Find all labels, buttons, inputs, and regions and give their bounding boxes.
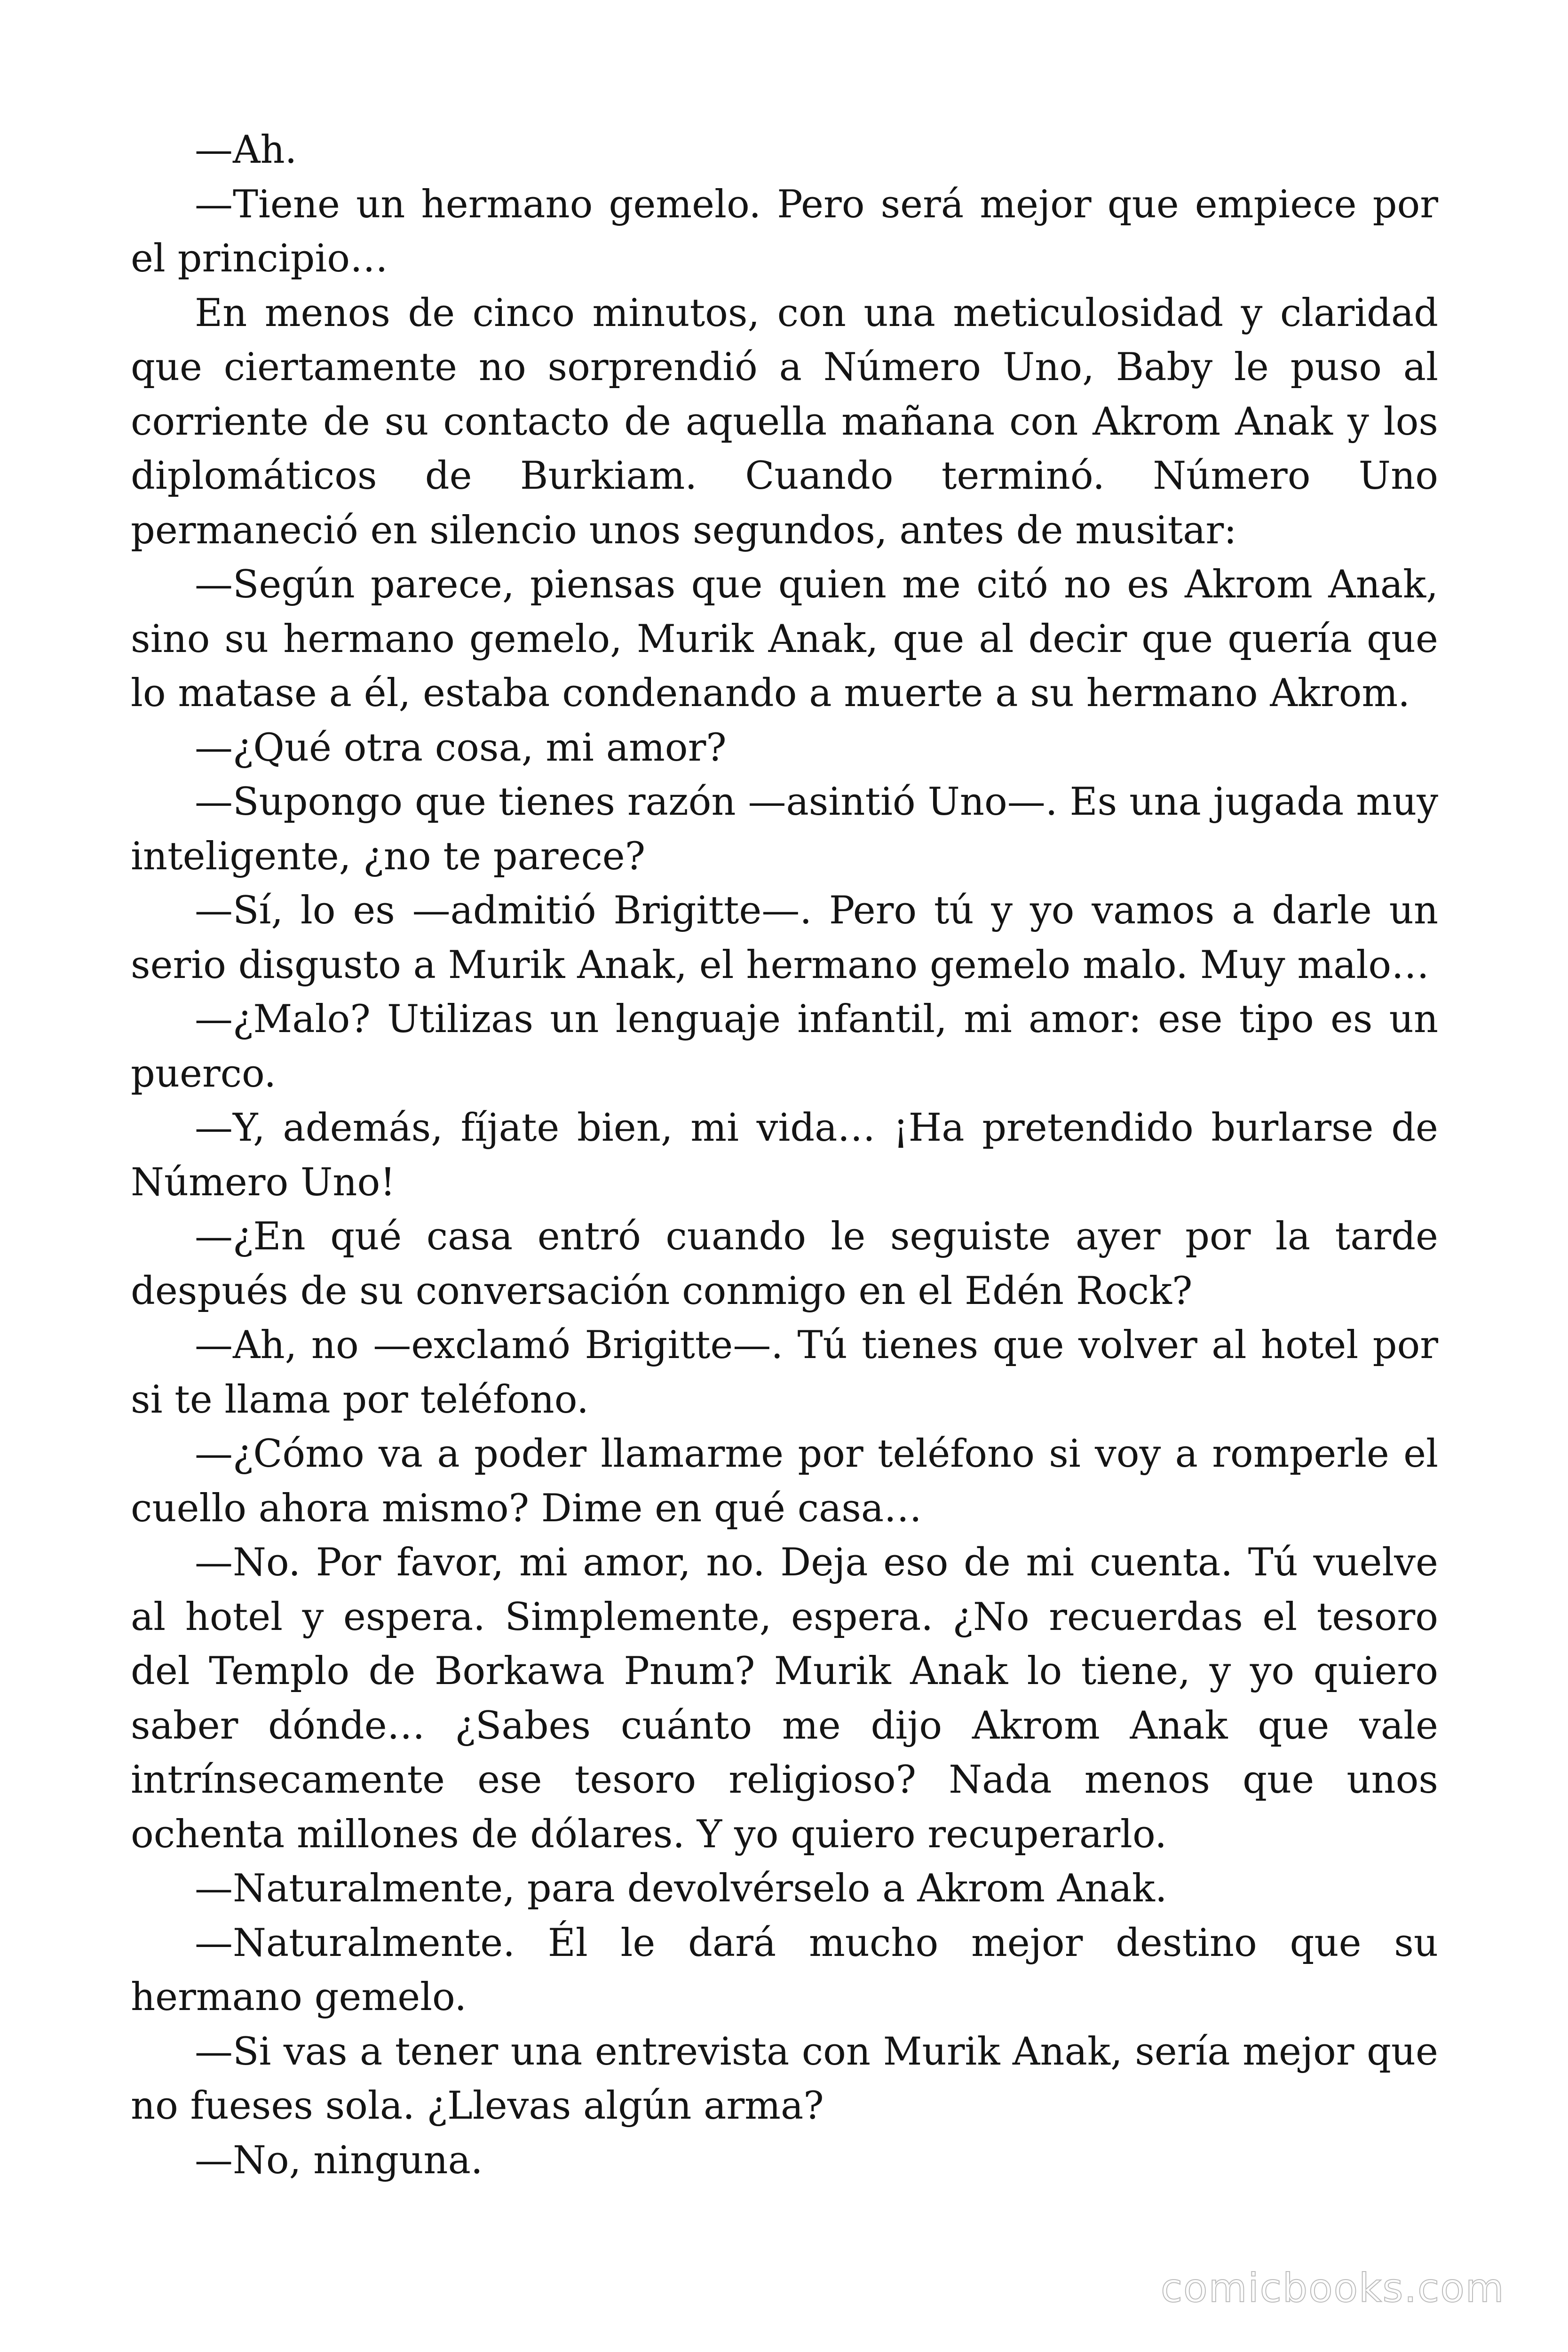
paragraph: —Naturalmente, para devolvérselo a Akrom Anak.: [195, 1867, 1167, 1911]
paragraph: —Ah.: [195, 128, 297, 172]
paragraph: —Y, además, fíjate bien, mi vida… ¡Ha pretendido burlarse de Número Uno!: [131, 1106, 1438, 1205]
paragraph: —Supongo que tienes razón —asintió Uno—. Es una jugada muy inteligente, ¿no te parece?: [131, 780, 1438, 879]
paragraph: —No. Por favor, mi amor, no. Deja eso de mi cuenta. Tú vuelve al hotel y espera. Simplemente, espera. ¿No recuerdas el tesoro del Templo de Borkawa Pnum? Murik Anak lo tiene, y yo quiero saber dónde… ¿Sabes cuánto me dijo Akrom Anak que vale intrínsecamente ese tesoro religioso? Nada menos que unos ochenta millones de dólares. Y yo quiero recuperarlo.: [131, 1541, 1438, 1857]
paragraph: —Ah, no —exclamó Brigitte—. Tú tienes que volver al hotel por si te llama por teléfono.: [131, 1323, 1438, 1422]
paragraph: En menos de cinco minutos, con una meticulosidad y claridad que ciertamente no sorprendió a Número Uno, Baby le puso al corriente de su contacto de aquella mañana con Akrom Anak y los diplomáticos de Burkiam. Cuando terminó. Número Uno permaneció en silencio unos segundos, antes de musitar:: [131, 291, 1438, 553]
paragraph: —¿Malo? Utilizas un lenguaje infantil, mi amor: ese tipo es un puerco.: [131, 997, 1438, 1096]
paragraph: —No, ninguna.: [195, 2138, 483, 2183]
paragraph: —Según parece, piensas que quien me citó no es Akrom Anak, sino su hermano gemelo, Murik Anak, que al decir que quería que lo matase a él, estaba condenando a muerte a su hermano Akrom.: [131, 563, 1438, 715]
book-page-text: [131, 123, 1438, 2188]
watermark: comicbooks.com: [1161, 2265, 1505, 2311]
paragraph: —Si vas a tener una entrevista con Murik Anak, sería mejor que no fueses sola. ¿Llevas algún arma?: [131, 2029, 1438, 2128]
paragraph: —¿En qué casa entró cuando le seguiste ayer por la tarde después de su conversación conmigo en el Edén Rock?: [131, 1215, 1438, 1313]
paragraph: —Tiene un hermano gemelo. Pero será mejor que empiece por el principio…: [131, 182, 1438, 281]
paragraph: —Sí, lo es —admitió Brigitte—. Pero tú y yo vamos a darle un serio disgusto a Murik Anak, el hermano gemelo malo. Muy malo…: [131, 889, 1438, 987]
paragraph: —Naturalmente. Él le dará mucho mejor destino que su hermano gemelo.: [131, 1921, 1438, 2019]
paragraph: —¿Cómo va a poder llamarme por teléfono si voy a romperle el cuello ahora mismo? Dime en qué casa…: [131, 1432, 1438, 1531]
paragraph: —¿Qué otra cosa, mi amor?: [195, 725, 727, 770]
